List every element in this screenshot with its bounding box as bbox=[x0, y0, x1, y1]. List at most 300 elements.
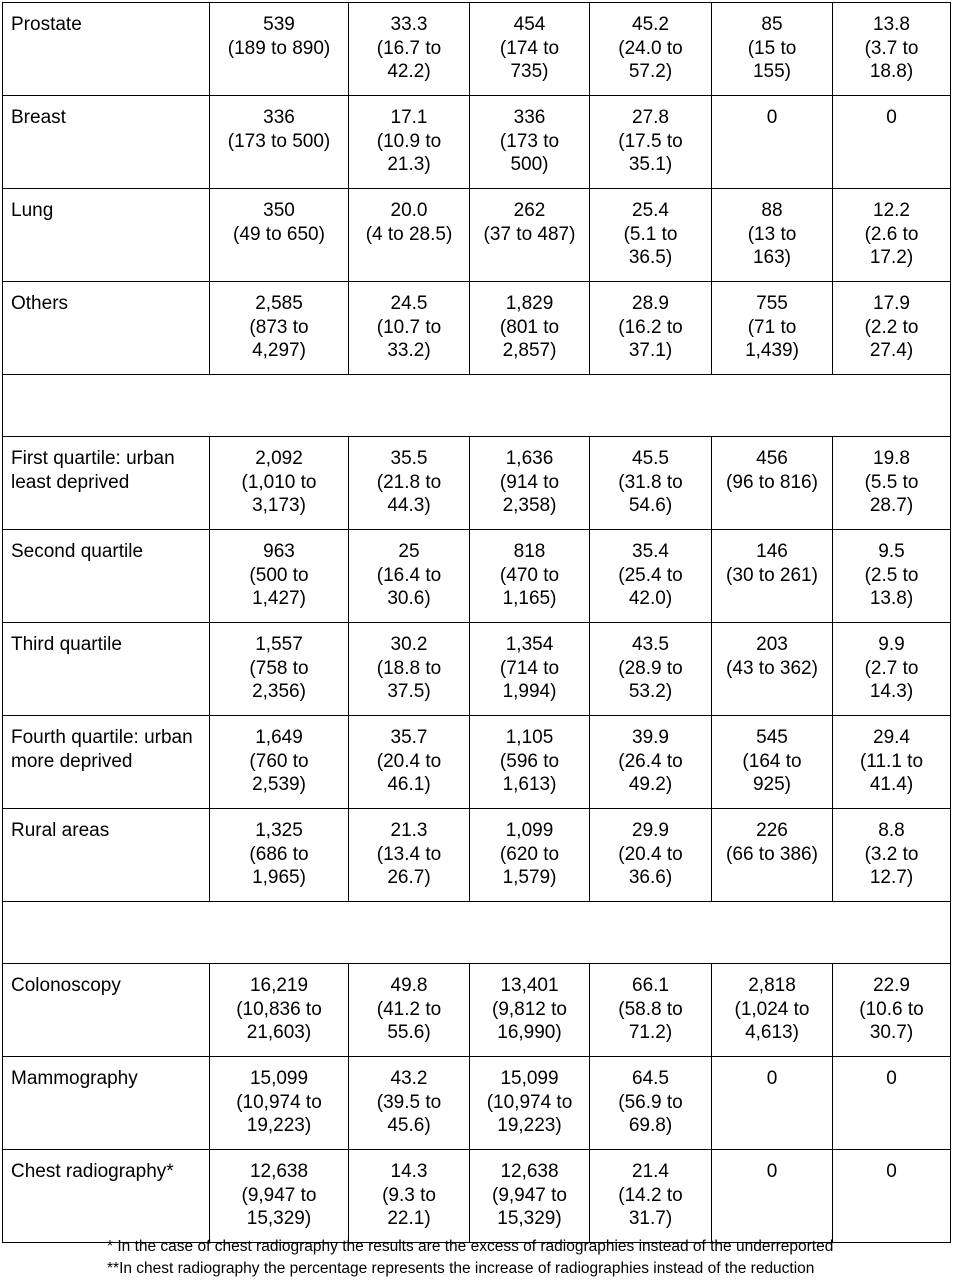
table-cell bbox=[210, 716, 349, 809]
row-label: Prostate bbox=[3, 3, 210, 96]
cell-interval: 12.7) bbox=[869, 867, 914, 888]
row-label: Mammography bbox=[3, 1057, 210, 1150]
cell-interval: (189 to 890) bbox=[227, 37, 331, 59]
cell-value: 29.4 bbox=[873, 727, 910, 748]
cell-value: 19.8 bbox=[873, 448, 910, 469]
table-row bbox=[3, 189, 951, 282]
cell-interval: 1,613) bbox=[502, 774, 557, 795]
cell-interval: (13 to bbox=[747, 223, 797, 245]
table-cell bbox=[590, 3, 712, 96]
cell-interval: 57.2) bbox=[628, 61, 673, 82]
cell-interval: 36.6) bbox=[628, 867, 673, 888]
row-label: Colonoscopy bbox=[3, 964, 210, 1057]
cell-interval: (164 to bbox=[742, 750, 802, 772]
cell-interval: (9,947 to bbox=[492, 1184, 567, 1206]
cell-interval: 3,173) bbox=[252, 495, 306, 516]
cell-value: 28.9 bbox=[632, 293, 669, 314]
row-label: Third quartile bbox=[3, 623, 210, 716]
row-label: Lung bbox=[3, 189, 210, 282]
cell-value: 0 bbox=[886, 1068, 897, 1089]
cell-interval: 1,165) bbox=[502, 588, 557, 609]
cell-interval: 21,603) bbox=[246, 1022, 312, 1043]
cell-interval: 925) bbox=[752, 774, 792, 795]
cell-interval: 42.0) bbox=[628, 588, 673, 609]
table-cell bbox=[470, 3, 590, 96]
table-cell bbox=[712, 3, 833, 96]
table-cell bbox=[833, 809, 951, 902]
table-cell bbox=[210, 1057, 349, 1150]
cell-value: 539 bbox=[263, 14, 295, 35]
cell-interval: (71 to bbox=[747, 316, 797, 338]
cell-interval: 41.4) bbox=[869, 774, 914, 795]
table-cell bbox=[833, 1057, 951, 1150]
cell-interval: (1,024 to bbox=[734, 998, 810, 1020]
table-cell bbox=[590, 189, 712, 282]
section-header-cell bbox=[3, 375, 951, 437]
cell-interval: (4 to 28.5) bbox=[365, 223, 453, 245]
cell-value: 13.8 bbox=[873, 14, 910, 35]
table-cell bbox=[210, 189, 349, 282]
cell-interval: 2,539) bbox=[252, 774, 306, 795]
row-label: Breast bbox=[3, 96, 210, 189]
table-cell bbox=[590, 964, 712, 1057]
table-cell bbox=[349, 530, 470, 623]
cell-interval: 17.2) bbox=[869, 247, 914, 268]
cell-interval: (620 to bbox=[499, 843, 560, 865]
cell-interval: (3.2 to bbox=[864, 843, 919, 865]
cell-interval: (18.8 to bbox=[376, 657, 442, 679]
table-cell bbox=[833, 189, 951, 282]
cell-interval: 55.6) bbox=[387, 1022, 431, 1043]
cell-value: 66.1 bbox=[632, 975, 669, 996]
cell-interval: 26.7) bbox=[387, 867, 431, 888]
cell-interval: (2.2 to bbox=[864, 316, 919, 338]
cell-interval: (9.3 to bbox=[382, 1184, 436, 1206]
cell-interval: 500) bbox=[510, 154, 549, 175]
table-cell bbox=[712, 716, 833, 809]
cell-value: 8.8 bbox=[878, 820, 905, 841]
cell-interval: (20.4 to bbox=[618, 843, 683, 865]
cell-value: 0 bbox=[766, 1161, 778, 1182]
cell-value: 21.3 bbox=[390, 820, 428, 841]
cell-value: 0 bbox=[766, 1068, 778, 1089]
table-cell bbox=[349, 3, 470, 96]
cell-interval: (686 to bbox=[249, 843, 309, 865]
cell-interval: (58.8 to bbox=[618, 998, 683, 1020]
cell-interval: (10.7 to bbox=[376, 316, 442, 338]
cell-value: 0 bbox=[886, 1161, 897, 1182]
cell-value: 454 bbox=[513, 14, 546, 35]
cell-value: 456 bbox=[756, 448, 788, 469]
cell-interval: (17.5 to bbox=[618, 130, 683, 152]
cell-interval: (173 to bbox=[499, 130, 560, 152]
cell-value: 20.0 bbox=[390, 200, 428, 221]
cell-value: 35.4 bbox=[632, 541, 669, 562]
row-label: Others bbox=[3, 282, 210, 375]
cell-interval: (56.9 to bbox=[618, 1091, 683, 1113]
cell-value: 16,219 bbox=[249, 975, 309, 996]
table-cell bbox=[833, 623, 951, 716]
table-cell bbox=[590, 716, 712, 809]
cell-interval: (3.7 to bbox=[864, 37, 919, 59]
footnote-chest-percentage: **In chest radiography the percentage represents the increase of radiographies instead of the reduction bbox=[107, 1260, 815, 1277]
table-cell bbox=[349, 809, 470, 902]
table-cell bbox=[470, 623, 590, 716]
table-cell bbox=[590, 96, 712, 189]
cell-value: 12.2 bbox=[873, 200, 910, 221]
cell-value: 35.5 bbox=[390, 448, 428, 469]
section-header-cell bbox=[3, 902, 951, 964]
table-cell bbox=[712, 1057, 833, 1150]
table-cell bbox=[712, 809, 833, 902]
cell-value: 1,649 bbox=[255, 727, 303, 748]
table-cell bbox=[470, 189, 590, 282]
cell-interval: (11.1 to bbox=[859, 750, 924, 772]
cell-value: 0 bbox=[766, 107, 778, 128]
cell-value: 17.1 bbox=[390, 107, 428, 128]
cell-interval: (873 to bbox=[249, 316, 309, 338]
cell-interval: 18.8) bbox=[869, 61, 914, 82]
cell-value: 43.5 bbox=[632, 634, 669, 655]
cell-interval: 735) bbox=[510, 61, 549, 82]
cell-value: 13,401 bbox=[500, 975, 559, 996]
table-row bbox=[3, 809, 951, 902]
cell-interval: (24.0 to bbox=[618, 37, 683, 59]
cell-interval: (49 to 650) bbox=[233, 223, 325, 245]
table-cell bbox=[470, 530, 590, 623]
cell-value: 2,818 bbox=[748, 975, 796, 996]
table-cell bbox=[349, 96, 470, 189]
table-cell bbox=[349, 437, 470, 530]
table-cell bbox=[833, 964, 951, 1057]
cell-value: 12,638 bbox=[249, 1161, 309, 1182]
table-row bbox=[3, 1057, 951, 1150]
cell-value: 963 bbox=[263, 541, 295, 562]
cell-interval: (2.5 to bbox=[864, 564, 919, 586]
cell-interval: 69.8) bbox=[628, 1115, 673, 1136]
cell-interval: (14.2 to bbox=[618, 1184, 683, 1206]
table-cell bbox=[833, 96, 951, 189]
table-cell bbox=[470, 282, 590, 375]
cell-interval: (10.9 to bbox=[376, 130, 442, 152]
cell-value: 15,099 bbox=[249, 1068, 309, 1089]
table-cell bbox=[833, 1150, 951, 1243]
table-cell bbox=[833, 437, 951, 530]
table-cell bbox=[712, 189, 833, 282]
cell-value: 64.5 bbox=[632, 1068, 669, 1089]
cell-interval: (21.8 to bbox=[376, 471, 442, 493]
table-cell bbox=[349, 623, 470, 716]
table-cell bbox=[590, 282, 712, 375]
footnotes bbox=[107, 1236, 833, 1280]
cell-interval: 19,223) bbox=[246, 1115, 312, 1136]
cell-interval: 42.2) bbox=[387, 61, 431, 82]
table-cell bbox=[590, 1150, 712, 1243]
table-cell bbox=[210, 437, 349, 530]
cell-value: 545 bbox=[756, 727, 788, 748]
cell-interval: (500 to bbox=[249, 564, 309, 586]
cell-value: 755 bbox=[756, 293, 788, 314]
cell-interval: 33.2) bbox=[387, 340, 431, 361]
table-row bbox=[3, 96, 951, 189]
cell-interval: 37.1) bbox=[628, 340, 673, 361]
table-cell bbox=[470, 964, 590, 1057]
cell-interval: 46.1) bbox=[387, 774, 431, 795]
section-header-row bbox=[3, 902, 951, 964]
cell-value: 9.5 bbox=[878, 541, 905, 562]
table-cell bbox=[712, 530, 833, 623]
cell-interval: (31.8 to bbox=[618, 471, 683, 493]
table-row bbox=[3, 3, 951, 96]
table-cell bbox=[470, 437, 590, 530]
cell-interval: 4,297) bbox=[252, 340, 306, 361]
cell-interval: (96 to 816) bbox=[726, 471, 818, 493]
cell-value: 17.9 bbox=[873, 293, 910, 314]
table-cell bbox=[349, 189, 470, 282]
cell-value: 1,354 bbox=[505, 634, 554, 655]
cell-interval: 30.7) bbox=[869, 1022, 914, 1043]
table-cell bbox=[712, 964, 833, 1057]
cell-value: 21.4 bbox=[632, 1161, 669, 1182]
cell-interval: 15,329) bbox=[497, 1208, 562, 1229]
cell-interval: 1,427) bbox=[252, 588, 306, 609]
cell-interval: 155) bbox=[752, 61, 792, 82]
cell-interval: (28.9 to bbox=[618, 657, 683, 679]
table-cell bbox=[210, 623, 349, 716]
table-cell bbox=[833, 3, 951, 96]
cell-value: 818 bbox=[513, 541, 546, 562]
cell-interval: (41.2 to bbox=[376, 998, 442, 1020]
table-row bbox=[3, 530, 951, 623]
row-label: Second quartile bbox=[3, 530, 210, 623]
table-cell bbox=[470, 1150, 590, 1243]
table-cell bbox=[590, 530, 712, 623]
cell-interval: 16,990) bbox=[497, 1022, 562, 1043]
cell-interval: (10,836 to bbox=[236, 998, 322, 1020]
cell-interval: 53.2) bbox=[628, 681, 673, 702]
table-cell bbox=[349, 964, 470, 1057]
cell-interval: (714 to bbox=[499, 657, 560, 679]
table-cell bbox=[833, 530, 951, 623]
cell-interval: (758 to bbox=[249, 657, 309, 679]
cell-value: 262 bbox=[513, 200, 546, 221]
cell-value: 22.9 bbox=[873, 975, 910, 996]
cell-interval: 1,579) bbox=[502, 867, 557, 888]
table-cell bbox=[210, 282, 349, 375]
table-cell bbox=[590, 809, 712, 902]
table-cell bbox=[712, 437, 833, 530]
cell-interval: (37 to 487) bbox=[483, 223, 576, 245]
table-cell bbox=[470, 809, 590, 902]
cell-interval: 2,358) bbox=[502, 495, 557, 516]
table-cell bbox=[210, 96, 349, 189]
cell-interval: (16.7 to bbox=[376, 37, 442, 59]
cell-interval: 19,223) bbox=[497, 1115, 562, 1136]
cell-value: 2,092 bbox=[255, 448, 303, 469]
cell-value: 45.2 bbox=[632, 14, 669, 35]
cell-value: 29.9 bbox=[632, 820, 669, 841]
cell-interval: (470 to bbox=[499, 564, 560, 586]
table-cell bbox=[210, 530, 349, 623]
cell-value: 24.5 bbox=[390, 293, 428, 314]
cell-value: 203 bbox=[756, 634, 788, 655]
results-table bbox=[2, 2, 951, 1243]
cell-interval: (16.2 to bbox=[618, 316, 683, 338]
cell-interval: 15,329) bbox=[246, 1208, 312, 1229]
cell-interval: 1,994) bbox=[502, 681, 557, 702]
cell-interval: 2,857) bbox=[502, 340, 557, 361]
table-cell bbox=[712, 96, 833, 189]
cell-interval: (39.5 to bbox=[376, 1091, 442, 1113]
cell-value: 33.3 bbox=[390, 14, 428, 35]
table-cell bbox=[590, 1057, 712, 1150]
table-cell bbox=[712, 282, 833, 375]
table-cell bbox=[833, 716, 951, 809]
cell-interval: (30 to 261) bbox=[726, 564, 818, 586]
cell-value: 336 bbox=[513, 107, 546, 128]
cell-interval: 54.6) bbox=[628, 495, 673, 516]
cell-value: 9.9 bbox=[878, 634, 905, 655]
cell-interval: 27.4) bbox=[869, 340, 914, 361]
table-cell bbox=[833, 282, 951, 375]
table-cell bbox=[470, 1057, 590, 1150]
row-label: Fourth quartile: urban more deprived bbox=[3, 716, 210, 809]
cell-interval: (596 to bbox=[499, 750, 560, 772]
cell-value: 12,638 bbox=[500, 1161, 559, 1182]
cell-value: 1,325 bbox=[255, 820, 303, 841]
table-cell bbox=[712, 1150, 833, 1243]
table-row bbox=[3, 282, 951, 375]
cell-interval: (2.6 to bbox=[864, 223, 919, 245]
cell-interval: 44.3) bbox=[387, 495, 431, 516]
table-cell bbox=[590, 437, 712, 530]
table-body bbox=[3, 3, 951, 1243]
table-cell bbox=[349, 1150, 470, 1243]
cell-interval: 49.2) bbox=[628, 774, 673, 795]
cell-interval: 1,439) bbox=[745, 340, 799, 361]
cell-interval: (20.4 to bbox=[376, 750, 442, 772]
cell-interval: (760 to bbox=[249, 750, 309, 772]
cell-interval: 36.5) bbox=[628, 247, 673, 268]
row-label: Chest radiography* bbox=[3, 1150, 210, 1243]
cell-interval: (13.4 to bbox=[376, 843, 442, 865]
row-label: First quartile: urban least deprived bbox=[3, 437, 210, 530]
cell-interval: (43 to 362) bbox=[726, 657, 818, 679]
cell-value: 43.2 bbox=[390, 1068, 428, 1089]
cell-interval: 13.8) bbox=[869, 588, 914, 609]
cell-interval: 28.7) bbox=[869, 495, 914, 516]
cell-interval: 35.1) bbox=[628, 154, 673, 175]
cell-value: 27.8 bbox=[632, 107, 669, 128]
cell-value: 226 bbox=[756, 820, 788, 841]
cell-interval: 45.6) bbox=[387, 1115, 431, 1136]
cell-interval: (2.7 to bbox=[864, 657, 919, 679]
cell-interval: (10,974 to bbox=[486, 1091, 573, 1113]
cell-interval: (5.1 to bbox=[623, 223, 678, 245]
cell-interval: (10,974 to bbox=[236, 1091, 322, 1113]
row-label: Rural areas bbox=[3, 809, 210, 902]
cell-value: 350 bbox=[263, 200, 295, 221]
table-row bbox=[3, 964, 951, 1057]
cell-value: 0 bbox=[886, 107, 897, 128]
cell-interval: (9,947 to bbox=[241, 1184, 317, 1206]
cell-interval: 22.1) bbox=[387, 1208, 431, 1229]
footnote-chest-excess: * In the case of chest radiography the results are the excess of radiographies instead of the underreported bbox=[107, 1238, 834, 1255]
cell-interval: (914 to bbox=[499, 471, 560, 493]
cell-value: 336 bbox=[263, 107, 295, 128]
cell-interval: (173 to 500) bbox=[227, 130, 331, 152]
cell-value: 25.4 bbox=[632, 200, 669, 221]
cell-interval: 4,613) bbox=[745, 1022, 799, 1043]
cell-interval: 71.2) bbox=[628, 1022, 673, 1043]
cell-interval: 30.6) bbox=[387, 588, 431, 609]
table-row bbox=[3, 716, 951, 809]
cell-interval: (5.5 to bbox=[864, 471, 919, 493]
cell-interval: (26.4 to bbox=[618, 750, 683, 772]
cell-value: 85 bbox=[761, 14, 783, 35]
table-cell bbox=[210, 1150, 349, 1243]
table-cell bbox=[210, 809, 349, 902]
table-row bbox=[3, 1150, 951, 1243]
cell-value: 1,099 bbox=[505, 820, 554, 841]
table-cell bbox=[210, 964, 349, 1057]
cell-interval: (25.4 to bbox=[618, 564, 683, 586]
cell-interval: (66 to 386) bbox=[726, 843, 818, 865]
cell-value: 45.5 bbox=[632, 448, 669, 469]
cell-value: 1,636 bbox=[505, 448, 554, 469]
cell-interval: 37.5) bbox=[387, 681, 431, 702]
table-cell bbox=[712, 623, 833, 716]
cell-interval: (16.4 to bbox=[376, 564, 442, 586]
cell-value: 14.3 bbox=[390, 1161, 428, 1182]
cell-interval: (9,812 to bbox=[492, 998, 567, 1020]
cell-value: 15,099 bbox=[500, 1068, 559, 1089]
cell-value: 88 bbox=[761, 200, 783, 221]
cell-interval: (174 to bbox=[499, 37, 560, 59]
table-row bbox=[3, 437, 951, 530]
cell-value: 1,105 bbox=[505, 727, 554, 748]
cell-interval: 1,965) bbox=[252, 867, 306, 888]
cell-interval: 163) bbox=[752, 247, 792, 268]
cell-interval: 14.3) bbox=[869, 681, 914, 702]
cell-value: 35.7 bbox=[390, 727, 428, 748]
cell-interval: 21.3) bbox=[387, 154, 431, 175]
cell-value: 49.8 bbox=[390, 975, 428, 996]
table-cell bbox=[470, 96, 590, 189]
cell-interval: (15 to bbox=[747, 37, 797, 59]
table-row bbox=[3, 623, 951, 716]
cell-value: 146 bbox=[756, 541, 788, 562]
cell-value: 2,585 bbox=[255, 293, 303, 314]
table-cell bbox=[470, 716, 590, 809]
table-cell bbox=[349, 282, 470, 375]
cell-value: 1,829 bbox=[505, 293, 554, 314]
cell-interval: (801 to bbox=[499, 316, 560, 338]
cell-interval: (1,010 to bbox=[241, 471, 317, 493]
section-header-row bbox=[3, 375, 951, 437]
table-cell bbox=[590, 623, 712, 716]
cell-value: 1,557 bbox=[255, 634, 303, 655]
cell-interval: 2,356) bbox=[252, 681, 306, 702]
cell-interval: (10.6 to bbox=[859, 998, 924, 1020]
table-cell bbox=[349, 1057, 470, 1150]
cell-value: 25 bbox=[398, 541, 420, 562]
cell-value: 30.2 bbox=[390, 634, 428, 655]
table-cell bbox=[210, 3, 349, 96]
table-cell bbox=[349, 716, 470, 809]
cell-interval: 31.7) bbox=[628, 1208, 673, 1229]
cell-value: 39.9 bbox=[632, 727, 669, 748]
